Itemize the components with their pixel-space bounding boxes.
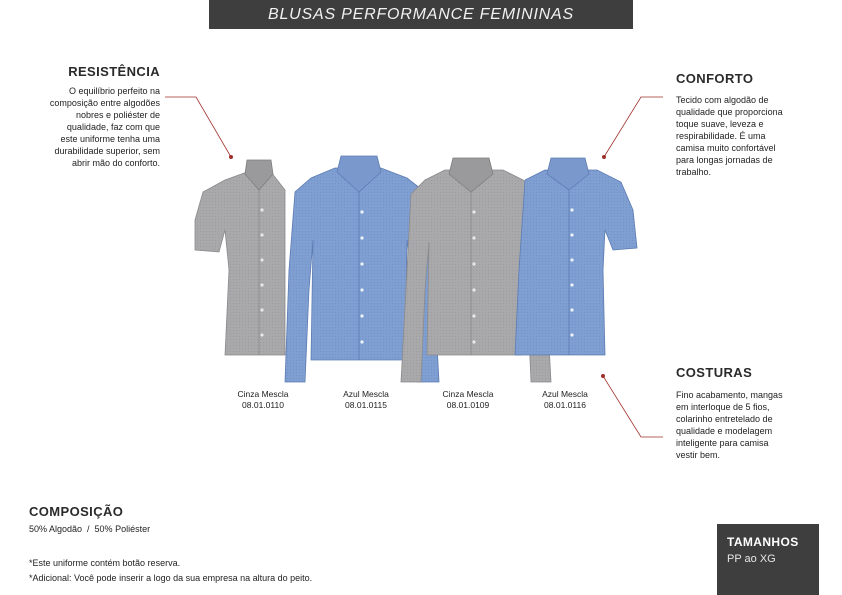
page-title: BLUSAS PERFORMANCE FEMININAS xyxy=(267,5,574,23)
resistencia-text: O equilíbrio perfeito na composição entre algodões nobres e poliéster de qualidade, faz com que este uniforme tenha uma durabilidade superior, sem abrir mão do conforto. xyxy=(49,86,160,168)
note-logo-adicional: *Adicional: Você pode inserir a logo da sua empresa na altura do peito. xyxy=(29,573,313,583)
conforto-text: Tecido com algodão de qualidade que proporciona toque suave, leveza e respirabilidade. É uma camisa muito confortável para longas jornadas de trabalho. xyxy=(676,95,783,177)
costuras-heading: COSTURAS xyxy=(676,365,753,380)
composicao-heading: COMPOSIÇÃO xyxy=(29,504,124,519)
note-botao-reserva: *Este uniforme contém botão reserva. xyxy=(29,558,181,568)
product-caption: Cinza Mescla 08.01.0109 xyxy=(442,389,494,410)
tamanhos-box xyxy=(717,524,819,595)
shirts-illustration xyxy=(185,150,645,390)
product-caption: Azul Mescla 08.01.0115 xyxy=(343,389,389,410)
resistencia-heading: RESISTÊNCIA xyxy=(68,64,160,79)
tamanhos-heading: TAMANHOS xyxy=(727,535,799,549)
product-caption: Azul Mescla 08.01.0116 xyxy=(542,389,588,410)
composicao-value: 50% Algodão / 50% Poliéster xyxy=(29,524,151,534)
shirt-azul-2 xyxy=(515,158,637,355)
conforto-heading: CONFORTO xyxy=(676,71,754,86)
product-caption: Cinza Mescla 08.01.0110 xyxy=(237,389,289,410)
tamanhos-value: PP ao XG xyxy=(727,553,776,565)
shirt-cinza-1 xyxy=(195,160,285,355)
costuras-text: Fino acabamento, mangas em interloque de 5 fios, colarinho entretelado de qualidade e modelagem inteligente para camisa vestir bem. xyxy=(676,390,783,460)
